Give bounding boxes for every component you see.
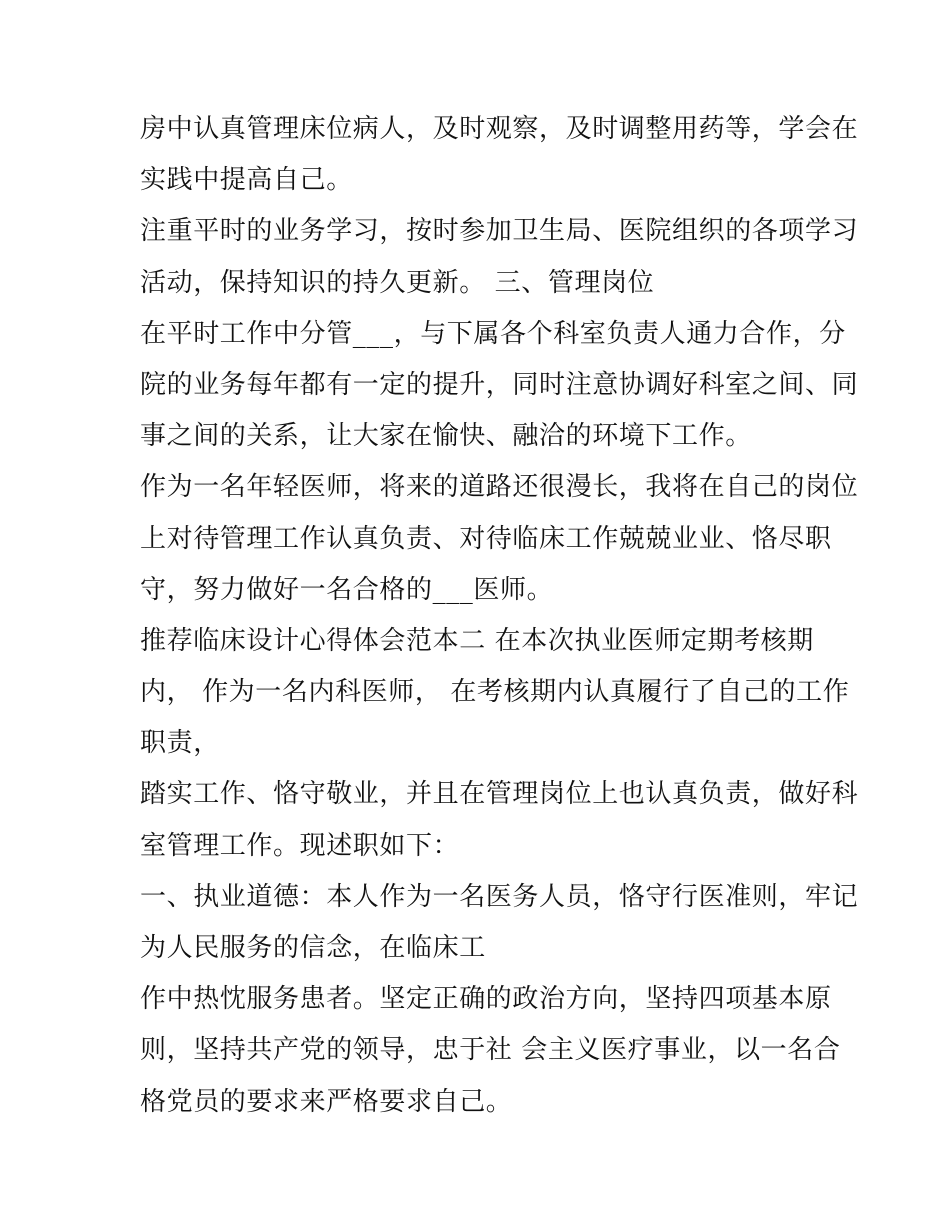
text-line: 守，努力做好一名合格的___医师。 <box>140 574 554 605</box>
text-line: 实践中提高自己。 <box>140 165 353 196</box>
text-line: 格党员的要求来严格要求自己。 <box>140 1086 513 1117</box>
document-body <box>140 104 859 1128</box>
text-line: 院的业务每年都有一定的提升，同时注意协调好科室之间、同 <box>140 369 859 400</box>
text-line: 为人民服务的信念，在临床工 <box>140 933 486 963</box>
text-line: 推荐临床设计心得体会范本二 在本次执业医师定期考核期 <box>140 625 814 656</box>
text-line: 作中热忱服务患者。坚定正确的政治方向，坚持四项基本原 <box>140 984 832 1015</box>
text-line: 作为一名年轻医师，将来的道路还很漫长，我将在自己的岗位 <box>140 472 859 503</box>
text-line: 室管理工作。现述职如下： <box>140 830 460 861</box>
text-line: 职责， <box>140 728 220 759</box>
text-line: 一、执业道德：本人作为一名医务人员，恪守行医准则，牢记 <box>140 881 859 912</box>
text-line: 注重平时的业务学习，按时参加卫生局、医院组织的各项学习 <box>140 216 859 247</box>
text-line: 活动，保持知识的持久更新。 三、管理岗位 <box>140 267 655 298</box>
text-line: 上对待管理工作认真负责、对待临床工作兢兢业业、恪尽职 <box>140 523 832 554</box>
text-line: 房中认真管理床位病人，及时观察，及时调整用药等，学会在 <box>140 114 859 144</box>
text-line: 内， 作为一名内科医师， 在考核期内认真履行了自己的工作 <box>140 677 850 708</box>
text-line: 事之间的关系，让大家在愉快、融洽的环境下工作。 <box>140 421 752 452</box>
text-line: 则，坚持共产党的领导，忠于社 会主义医疗事业，以一名合 <box>140 1035 841 1066</box>
text-line: 在平时工作中分管___，与下属各个科室负责人通力合作，分 <box>140 318 846 349</box>
text-line: 踏实工作、恪守敬业，并且在管理岗位上也认真负责，做好科 <box>140 779 859 810</box>
